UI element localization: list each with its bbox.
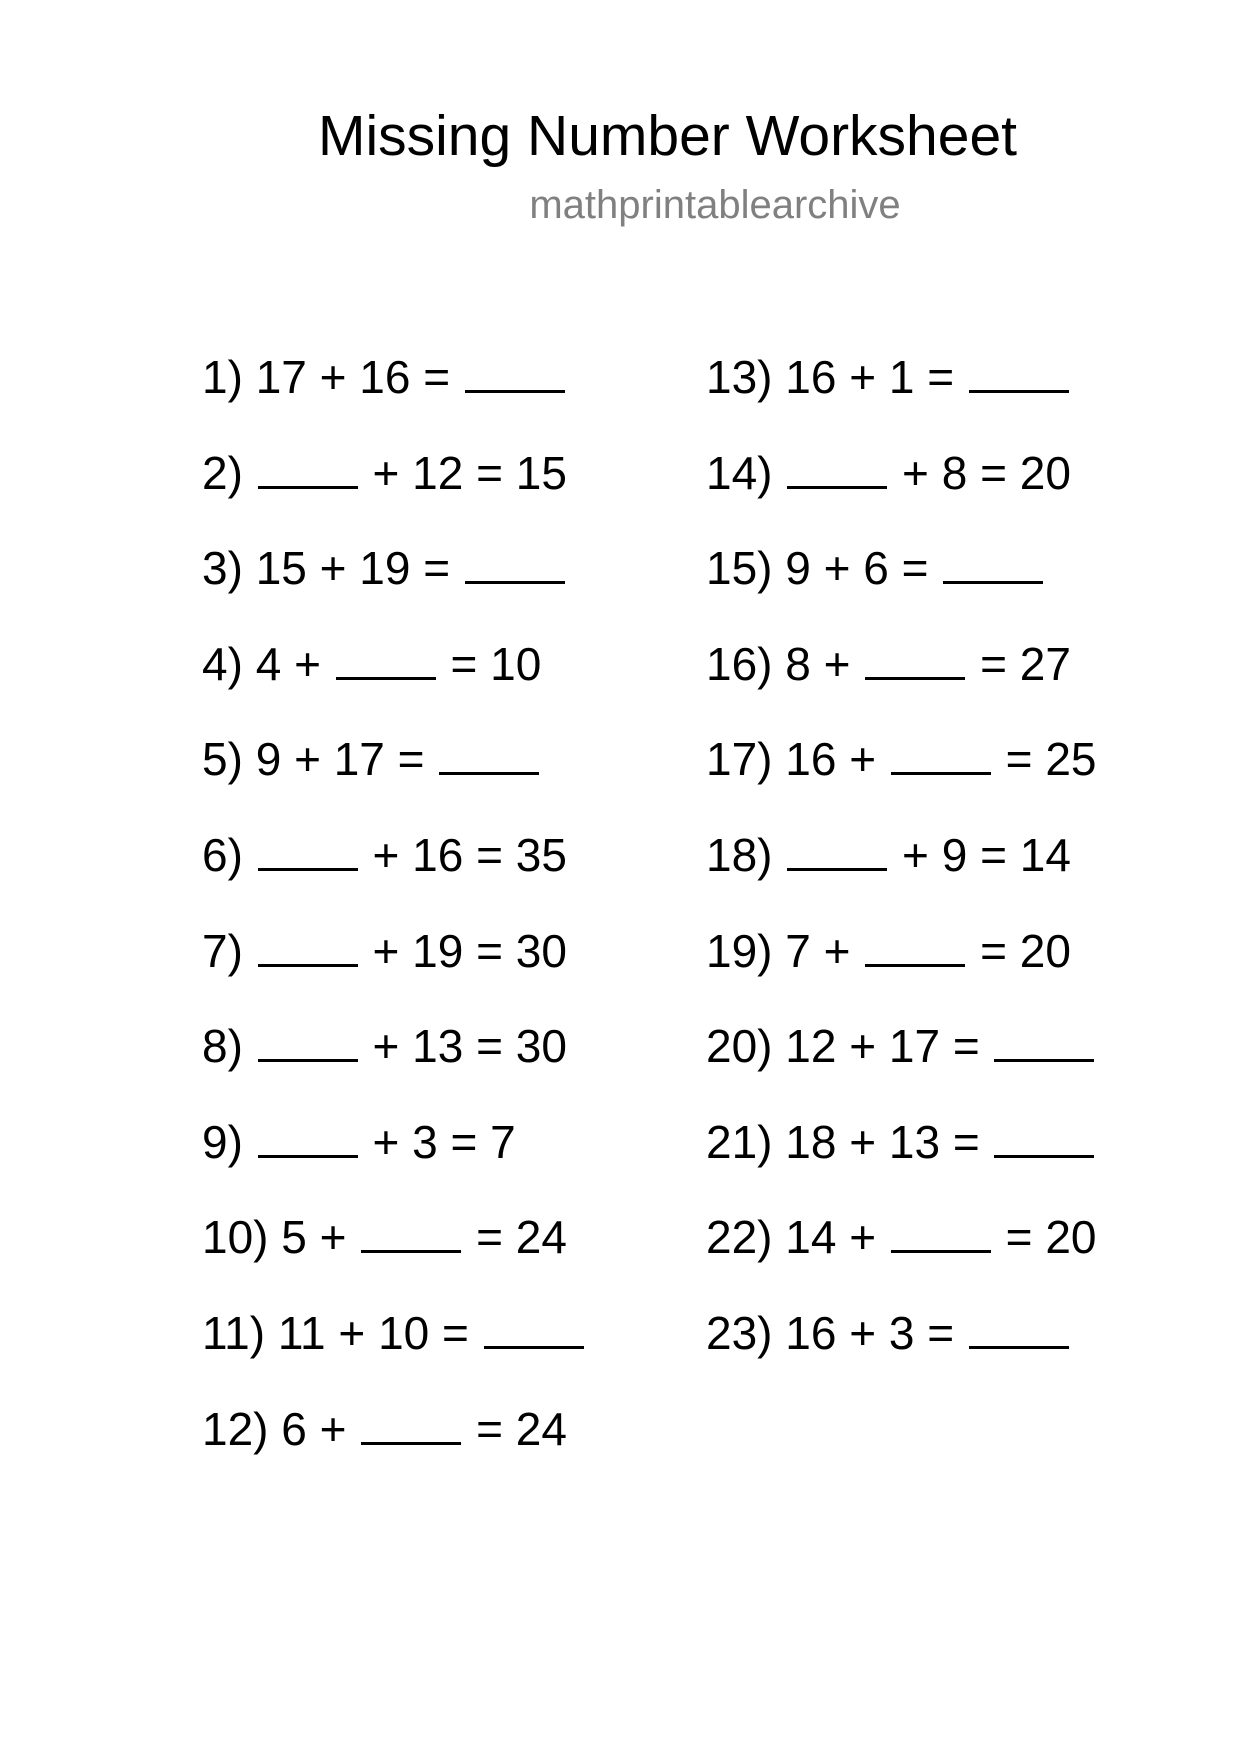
- problem-number: 1): [202, 351, 243, 403]
- problem-number: 8): [202, 1020, 243, 1073]
- operator: +: [849, 1115, 877, 1168]
- problem-number: 12): [202, 1402, 269, 1455]
- problem-item: 9) + 3 = 7: [202, 1115, 516, 1168]
- operand-b: 6: [863, 542, 889, 595]
- operand-b: 16: [412, 828, 464, 881]
- problem-number: 18): [706, 828, 773, 881]
- result: 27: [1019, 637, 1071, 690]
- problem-number: 3): [202, 542, 243, 595]
- result: 10: [490, 637, 542, 690]
- operator: +: [372, 1020, 400, 1073]
- operator: +: [319, 351, 347, 403]
- problem-column-right: [706, 347, 1096, 1399]
- problem-number: 11): [202, 1306, 266, 1359]
- answer-blank[interactable]: [969, 1306, 1069, 1349]
- answer-blank[interactable]: [787, 446, 887, 489]
- problem-item: 13) 16 + 1 =: [706, 347, 1096, 443]
- result: 24: [515, 1402, 567, 1455]
- problem-item: 23) 16 + 3 =: [706, 1303, 1096, 1399]
- operator: +: [849, 1020, 877, 1073]
- operand-a: 16: [785, 733, 837, 786]
- answer-blank[interactable]: [258, 828, 358, 871]
- problem-number: 21): [706, 1115, 773, 1168]
- problem-item: 11) 11 + 10 =: [202, 1303, 586, 1399]
- problem-number: 16): [706, 637, 773, 690]
- answer-blank[interactable]: [465, 541, 565, 584]
- problem-number: 5): [202, 733, 243, 786]
- operand-b: 19: [359, 542, 411, 595]
- operator: +: [372, 446, 400, 499]
- problem-item: 18) + 9 = 14: [706, 828, 1071, 881]
- operator: +: [338, 1306, 366, 1359]
- problem-number: 9): [202, 1115, 243, 1168]
- problem-item: 16) 8 + = 27: [706, 637, 1071, 690]
- result: 30: [515, 1020, 567, 1073]
- answer-blank[interactable]: [943, 541, 1043, 584]
- result: 20: [1019, 924, 1071, 977]
- answer-blank[interactable]: [361, 1210, 461, 1253]
- answer-blank[interactable]: [994, 1115, 1094, 1158]
- operator: +: [849, 1211, 877, 1264]
- problem-item: 20) 12 + 17 =: [706, 1016, 1096, 1112]
- problem-item: 12) 6 + = 24: [202, 1402, 567, 1455]
- operand-a: 5: [281, 1211, 307, 1264]
- answer-blank[interactable]: [258, 924, 358, 967]
- result: 24: [515, 1211, 567, 1264]
- problem-column-left: [202, 347, 586, 1494]
- operand-b: 13: [888, 1115, 941, 1168]
- problem-item: 19) 7 + = 20: [706, 924, 1071, 977]
- operator: +: [823, 542, 851, 595]
- operand-a: 9: [255, 733, 282, 786]
- problem-number: 17): [706, 733, 773, 786]
- problem-item: 14) + 8 = 20: [706, 446, 1071, 499]
- problem-number: 7): [202, 924, 243, 977]
- problem-number: 13): [706, 351, 773, 403]
- operator: +: [372, 924, 400, 977]
- problem-item: 5) 9 + 17 =: [202, 729, 586, 825]
- problem-item: 15) 9 + 6 =: [706, 538, 1096, 634]
- answer-blank[interactable]: [465, 350, 565, 393]
- operand-a: 11: [277, 1306, 326, 1359]
- problem-number: 22): [706, 1211, 773, 1264]
- answer-blank[interactable]: [787, 828, 887, 871]
- worksheet-title: Missing Number Worksheet: [317, 104, 1017, 168]
- operand-b: 8: [941, 446, 968, 499]
- operator: +: [849, 733, 877, 786]
- answer-blank[interactable]: [865, 924, 965, 967]
- operand-b: 12: [412, 446, 464, 499]
- operator: +: [294, 637, 321, 690]
- answer-blank[interactable]: [361, 1402, 461, 1445]
- operand-b: 13: [412, 1020, 464, 1073]
- problem-number: 6): [202, 828, 243, 881]
- answer-blank[interactable]: [891, 1210, 991, 1253]
- operator: +: [849, 351, 877, 403]
- problem-number: 15): [706, 542, 773, 595]
- operand-a: 16: [785, 351, 837, 403]
- operand-a: 15: [255, 542, 307, 595]
- operand-b: 10: [378, 1306, 430, 1359]
- operand-a: 9: [785, 542, 811, 595]
- operator: +: [319, 1402, 347, 1455]
- problem-number: 4): [202, 637, 243, 690]
- operand-b: 9: [941, 828, 968, 881]
- operator: +: [319, 542, 347, 595]
- operator: +: [823, 924, 851, 977]
- result: 14: [1019, 828, 1071, 881]
- problem-item: 8) + 13 = 30: [202, 1020, 567, 1073]
- problem-number: 20): [706, 1020, 773, 1073]
- operand-b: 3: [412, 1115, 438, 1168]
- operand-b: 17: [333, 733, 385, 786]
- problem-item: 7) + 19 = 30: [202, 924, 567, 977]
- result: 20: [1019, 446, 1071, 499]
- operand-a: 6: [281, 1402, 307, 1455]
- operand-a: 4: [255, 637, 282, 690]
- problem-item: 1) 17 + 16 =: [202, 347, 586, 443]
- operand-b: 1: [888, 351, 915, 403]
- result: 25: [1045, 733, 1097, 786]
- problem-number: 2): [202, 446, 243, 499]
- answer-blank[interactable]: [439, 732, 539, 775]
- operator: +: [849, 1306, 877, 1359]
- operand-b: 17: [888, 1020, 941, 1073]
- result: 35: [515, 828, 567, 881]
- answer-blank[interactable]: [994, 1019, 1094, 1062]
- result: 7: [490, 1115, 516, 1168]
- operator: +: [294, 733, 321, 786]
- problem-number: 14): [706, 446, 773, 499]
- operand-a: 7: [785, 924, 811, 977]
- operator: +: [319, 1211, 347, 1264]
- operand-a: 12: [785, 1020, 837, 1073]
- answer-blank[interactable]: [969, 350, 1069, 393]
- problem-number: 23): [706, 1306, 773, 1359]
- operand-a: 8: [785, 637, 811, 690]
- operator: +: [372, 1115, 400, 1168]
- operand-b: 3: [888, 1306, 915, 1359]
- problem-item: 21) 18 + 13 =: [706, 1112, 1096, 1208]
- result: 30: [515, 924, 567, 977]
- problem-number: 19): [706, 924, 773, 977]
- result: 15: [515, 446, 567, 499]
- operator: +: [372, 828, 400, 881]
- operand-b: 16: [359, 351, 411, 403]
- operator: +: [902, 446, 929, 499]
- answer-blank[interactable]: [865, 637, 965, 680]
- answer-blank[interactable]: [258, 446, 358, 489]
- answer-blank[interactable]: [336, 637, 436, 680]
- answer-blank[interactable]: [258, 1019, 358, 1062]
- operand-a: 16: [785, 1306, 837, 1359]
- answer-blank[interactable]: [258, 1115, 358, 1158]
- operand-a: 18: [785, 1115, 837, 1168]
- problem-item: 10) 5 + = 24: [202, 1211, 567, 1264]
- answer-blank[interactable]: [891, 732, 991, 775]
- operand-a: 17: [255, 351, 307, 403]
- operator: +: [902, 828, 929, 881]
- problem-number: 10): [202, 1211, 269, 1264]
- problem-item: 2) + 12 = 15: [202, 446, 567, 499]
- problem-item: 4) 4 + = 10: [202, 637, 542, 690]
- problem-item: 6) + 16 = 35: [202, 828, 567, 881]
- operand-b: 19: [412, 924, 464, 977]
- answer-blank[interactable]: [484, 1306, 584, 1349]
- worksheet-subtitle: mathprintablearchive: [529, 183, 901, 227]
- problem-item: 17) 16 + = 25: [706, 733, 1097, 786]
- result: 20: [1045, 1211, 1097, 1264]
- operand-a: 14: [785, 1211, 837, 1264]
- operator: +: [823, 637, 851, 690]
- problem-item: 3) 15 + 19 =: [202, 538, 586, 634]
- problem-item: 22) 14 + = 20: [706, 1211, 1097, 1264]
